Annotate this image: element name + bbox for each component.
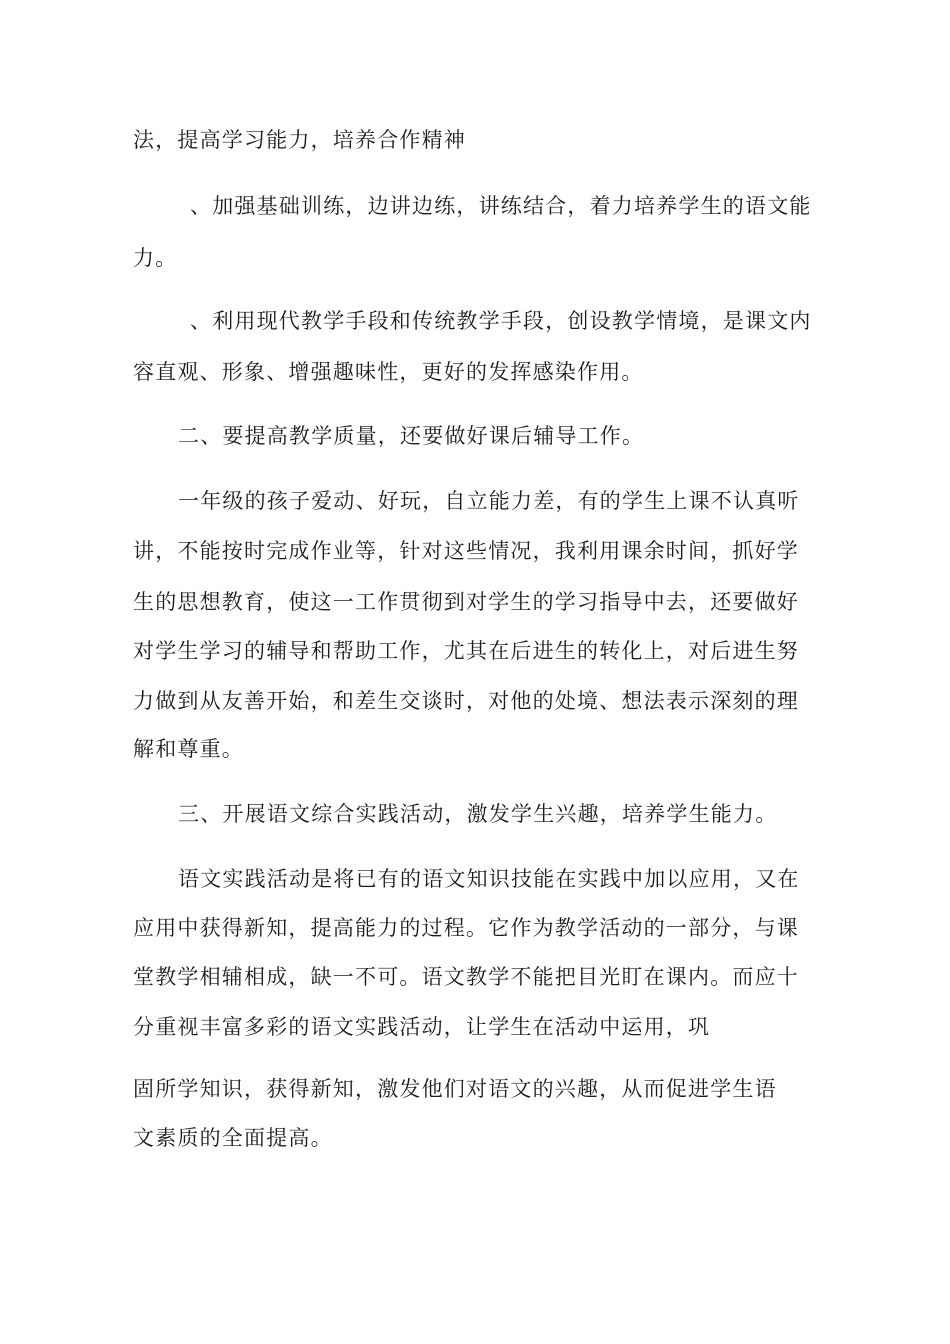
text-line: 法，提高学习能力，培养合作精神 [133,128,466,152]
text-line: 应用中获得新知，提高能力的过程。它作为教学活动的一部分，与课 [133,916,799,940]
text-line: 、利用现代教学手段和传统教学手段，创设教学情境，是课文内 [190,309,812,333]
section-heading: 二、要提高教学质量，还要做好课后辅导工作。 [178,424,645,448]
text-line: 容直观、形象、增强趣味性，更好的发挥感染作用。 [133,360,644,384]
text-line: 固所学知识，获得新知，激发他们对语文的兴趣，从而促进学生语 [133,1077,777,1101]
text-line: 讲，不能按时完成作业等，针对这些情况，我利用课余时间，抓好学 [133,539,799,563]
text-line: 力。 [133,246,178,270]
text-line: 生的思想教育，使这一工作贯彻到对学生的学习指导中去，还要做好 [133,590,799,614]
section-heading: 三、开展语文综合实践活动，激发学生兴趣，培养学生能力。 [178,802,778,826]
text-line: 分重视丰富多彩的语文实践活动，让学生在活动中运用，巩 [133,1015,711,1039]
text-line: 一年级的孩子爱动、好玩，自立能力差，有的学生上课不认真听 [178,489,800,513]
text-line: 语文实践活动是将已有的语文知识技能在实践中加以应用，又在 [178,867,800,891]
text-line: 力做到从友善开始，和差生交谈时，对他的处境、想法表示深刻的理 [133,689,799,713]
text-line: 对学生学习的辅导和帮助工作，尤其在后进生的转化上，对后进生努 [133,639,799,663]
text-line: 堂教学相辅相成，缺一不可。语文教学不能把目光盯在课内。而应十 [133,965,799,989]
text-line: 文素质的全面提高。 [133,1126,333,1150]
text-line: 、加强基础训练，边讲边练，讲练结合，着力培养学生的语文能 [190,194,812,218]
text-line: 解和尊重。 [133,737,244,761]
